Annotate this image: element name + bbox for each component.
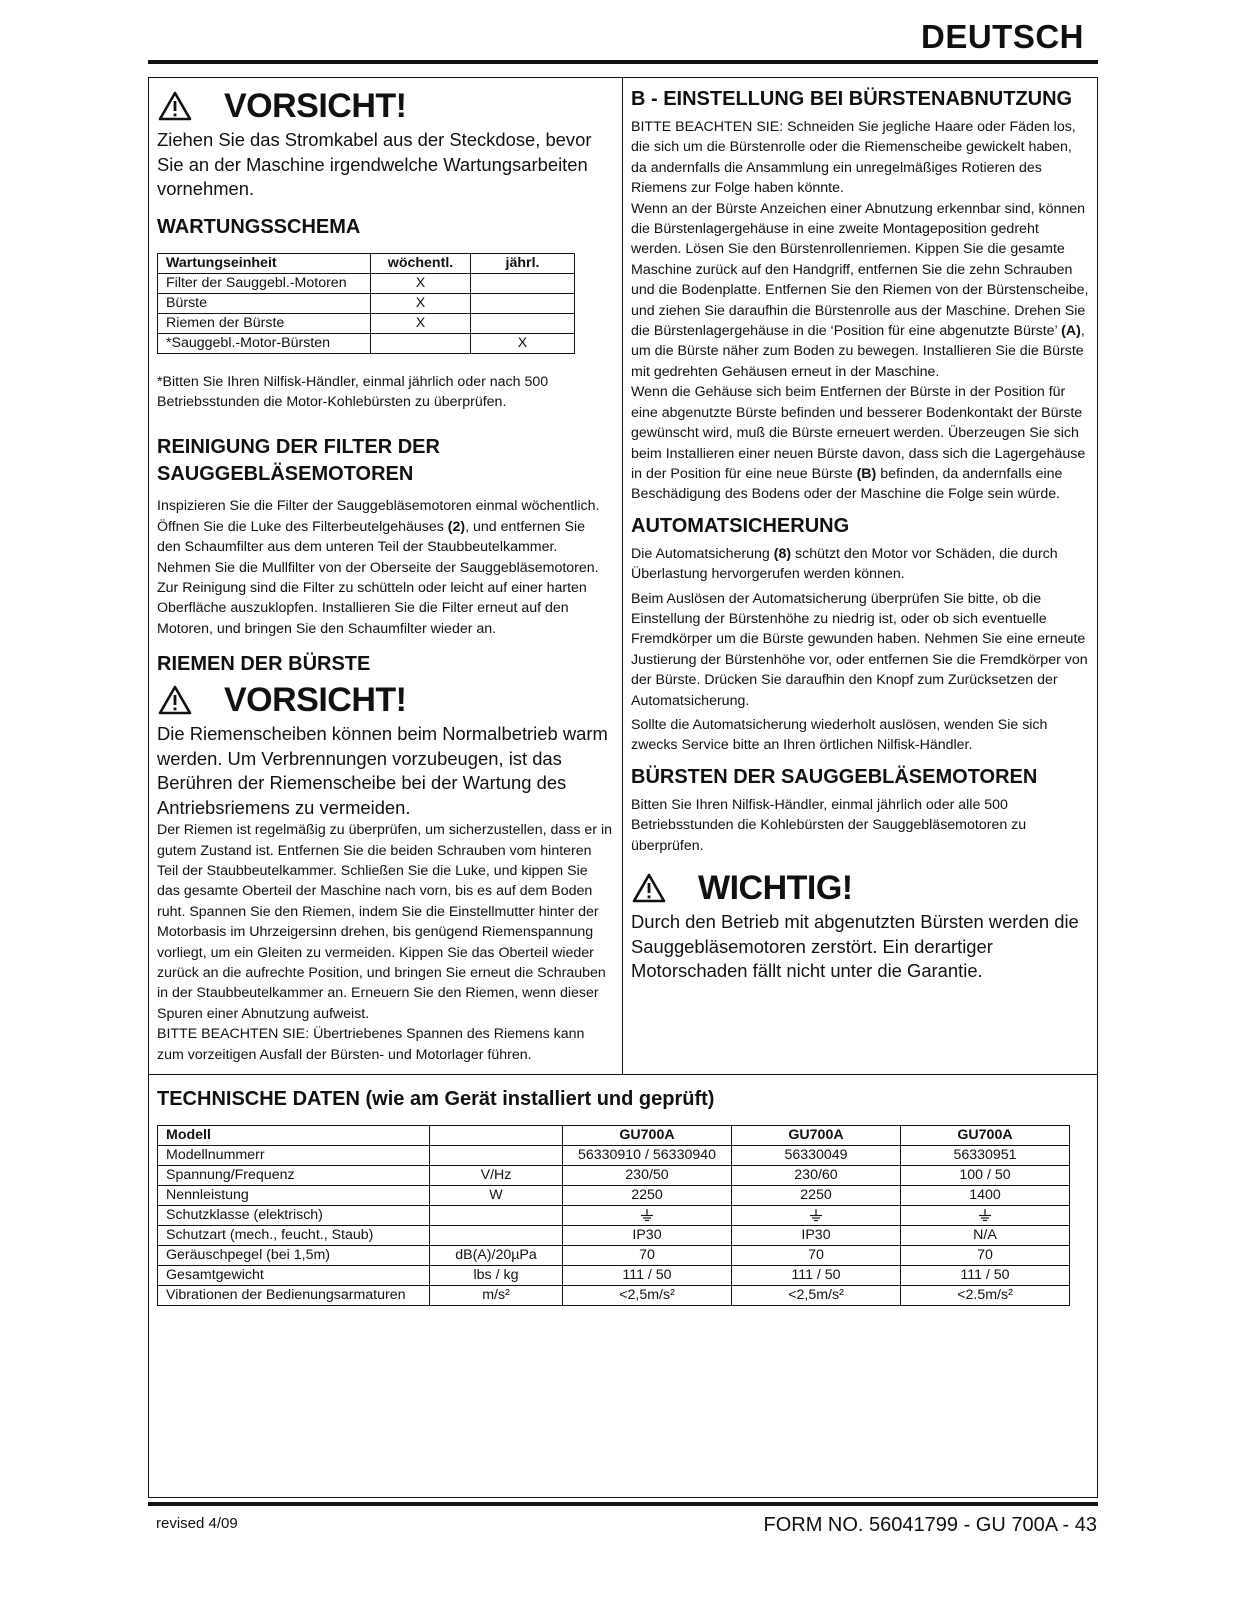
table-cell: X xyxy=(371,293,471,313)
table-cell: N/A xyxy=(901,1226,1070,1246)
left-column xyxy=(157,86,612,1069)
table-cell: IP30 xyxy=(732,1226,901,1246)
table-header: jährl. xyxy=(471,253,575,273)
table-cell: 111 / 50 xyxy=(732,1266,901,1286)
table-header xyxy=(430,1126,563,1146)
table-row xyxy=(158,333,575,353)
table-cell: dB(A)/20µPa xyxy=(430,1246,563,1266)
table-cell: IP30 xyxy=(563,1226,732,1246)
breaker-text3: Sollte die Automatsicherung wiederholt auslösen, wenden Sie sich zwecks Service bitte an Ihren örtlichen Nilfisk-Händler. xyxy=(631,716,1048,754)
table-row xyxy=(158,1146,1070,1166)
table-cell xyxy=(732,1206,901,1226)
breaker-text1: Die Automatsicherung (8) schützt den Motor vor Schäden, die durch Überlastung hervorgerufen werden können. xyxy=(631,545,1058,583)
tech-table xyxy=(157,1125,1070,1306)
table-cell: V/Hz xyxy=(430,1166,563,1186)
table-cell: lbs / kg xyxy=(430,1266,563,1286)
table-cell: 1400 xyxy=(901,1186,1070,1206)
table-row xyxy=(158,1246,1070,1266)
table-cell: X xyxy=(471,333,575,353)
table-cell: Vibrationen der Bedienungsarmaturen xyxy=(158,1286,430,1306)
important-text: Durch den Betrieb mit abgenutzten Bürsten werden die Sauggebläsemotoren zerstört. Ein derartiger Motorschaden fällt nicht unter die Garantie. xyxy=(631,911,1079,981)
schedule-heading: WARTUNGSSCHEMA xyxy=(157,215,361,238)
table-row xyxy=(158,313,575,333)
table-cell: X xyxy=(371,313,471,333)
table-header: wöchentl. xyxy=(371,253,471,273)
table-row xyxy=(158,1166,1070,1186)
table-cell: Schutzklasse (elektrisch) xyxy=(158,1206,430,1226)
table-cell xyxy=(430,1226,563,1246)
table-cell: 2250 xyxy=(563,1186,732,1206)
table-cell xyxy=(471,273,575,293)
table-cell: Spannung/Frequenz xyxy=(158,1166,430,1186)
table-cell: m/s² xyxy=(430,1286,563,1306)
language-label: DEUTSCH xyxy=(920,18,1084,55)
table-cell: 70 xyxy=(901,1246,1070,1266)
brush-text1: Wenn an der Bürste Anzeichen einer Abnutzung erkennbar sind, können die Bürstenlagergehäuse in eine zweite Montageposition gedreht werden. Lösen Sie den Bürstenrollenriemen. Kippen Sie die gesamte Maschine zurück auf den Handgriff, entfernen Sie die zehn Schrauben und die Bodenplatte. Entfernen Sie den Riemen von der Bürstenscheibe, und ziehen Sie daraufhin die Bürstenrolle aus der Maschine. Drehen Sie die Bürstenlagergehäuse in die ‘Position für eine abgenutzte Bürste’ (A), um die Bürste näher zum Boden zu bewegen. Installieren Sie die Bürste mit gedrehten Gehäusen erneut in der Maschine. xyxy=(631,200,1089,380)
table-cell: 56330951 xyxy=(901,1146,1070,1166)
table-cell: 56330910 / 56330940 xyxy=(563,1146,732,1166)
filter-heading-line2: SAUGGEBLÄSEMOTOREN xyxy=(157,463,414,486)
table-header: Wartungseinheit xyxy=(158,253,371,273)
table-cell: Modellnummerr xyxy=(158,1146,430,1166)
ground-icon xyxy=(978,1208,992,1222)
table-cell: Gesamtgewicht xyxy=(158,1266,430,1286)
filter-heading-line1: REINIGUNG DER FILTER DER xyxy=(157,436,440,459)
breaker-heading: AUTOMATSICHERUNG xyxy=(631,514,850,537)
belt-warning-block xyxy=(157,680,612,720)
maintenance-table xyxy=(157,253,575,354)
tech-heading: TECHNISCHE DATEN (wie am Gerät installiert und geprüft) xyxy=(157,1088,715,1110)
table-row xyxy=(158,1266,1070,1286)
warning-title: VORSICHT! xyxy=(224,86,407,125)
table-row xyxy=(158,1286,1070,1306)
belt-heading: RIEMEN DER BÜRSTE xyxy=(157,653,371,676)
table-row xyxy=(158,273,575,293)
motor-brushes-heading: BÜRSTEN DER SAUGGEBLÄSEMOTOREN xyxy=(631,765,1038,788)
warning-icon xyxy=(158,91,192,121)
right-column xyxy=(631,86,1089,984)
important-title: WICHTIG! xyxy=(698,868,853,907)
table-cell: 230/50 xyxy=(563,1166,732,1186)
warning-text: Ziehen Sie das Stromkabel aus der Steckdose, bevor Sie an der Maschine irgendwelche Wartungsarbeiten vornehmen. xyxy=(157,129,592,199)
ground-icon xyxy=(809,1208,823,1222)
table-cell: Filter der Sauggebl.-Motoren xyxy=(158,273,371,293)
warning-block xyxy=(157,86,612,126)
table-header: GU700A xyxy=(563,1126,732,1146)
table-cell: 70 xyxy=(563,1246,732,1266)
table-cell: 56330049 xyxy=(732,1146,901,1166)
table-cell: Riemen der Bürste xyxy=(158,313,371,333)
table-cell: 111 / 50 xyxy=(563,1266,732,1286)
footer-rule xyxy=(148,1502,1098,1506)
table-cell: <2,5m/s² xyxy=(563,1286,732,1306)
belt-note: BITTE BEACHTEN SIE: Übertriebenes Spannen des Riemens kann zum vorzeitigen Ausfall der Bürsten- und Motorlager führen. xyxy=(157,1026,585,1063)
belt-text: Der Riemen ist regelmäßig zu überprüfen, um sicherzustellen, dass er in gutem Zustand ist. Entfernen Sie die beiden Schrauben vom hinteren Teil der Staubbeutelkammer. Schließen Sie die Luke, und kippen Sie das gesamte Oberteil der Maschine nach vorn, bis es auf dem Boden ruht. Spannen Sie den Riemen, indem Sie die Einstellmutter hinter der Motorbasis im Uhrzeigersinn drehen, bis genügend Riemenspannung vorliegt, um ein Gleiten zu vermeiden. Kippen Sie das Oberteil wieder zurück an die aufrechte Position, und bringen Sie erneut die Schrauben in der Staubbeutelkammer an. Erneuern Sie den Riemen, wenn dieser Spuren einer Abnutzung aufweist. xyxy=(157,822,612,1022)
table-cell: *Sauggebl.-Motor-Bürsten xyxy=(158,333,371,353)
column-divider xyxy=(622,78,623,1074)
table-cell: Nennleistung xyxy=(158,1186,430,1206)
table-cell xyxy=(563,1206,732,1226)
warning-icon xyxy=(158,685,192,715)
brush-heading: B - EINSTELLUNG BEI BÜRSTENABNUTZUNG xyxy=(631,88,1073,110)
table-header: GU700A xyxy=(732,1126,901,1146)
section-divider xyxy=(149,1074,1097,1075)
table-cell: 70 xyxy=(732,1246,901,1266)
brush-note: BITTE BEACHTEN SIE: Schneiden Sie jegliche Haare oder Fäden los, die sich um die Bürstenrolle oder die Riemenscheibe gewickelt haben, da andernfalls die Ansammlung ein unregelmäßiges Rotieren des Riemens zur Folge haben könnte. xyxy=(631,119,1076,197)
table-cell xyxy=(901,1206,1070,1226)
table-cell xyxy=(371,333,471,353)
table-cell: Schutzart (mech., feucht., Staub) xyxy=(158,1226,430,1246)
table-cell xyxy=(430,1206,563,1226)
table-cell: 230/60 xyxy=(732,1166,901,1186)
filter-text: Inspizieren Sie die Filter der Sauggebläsemotoren einmal wöchentlich. Öffnen Sie die Luke des Filterbeutelgehäuses (2), und entfernen Sie den Schaumfilter aus dem unteren Teil der Staubbeutelkammer. Nehmen Sie die Mullfilter von der Oberseite der Sauggebläsemotoren. Zur Reinigung sind die Filter zu schütteln oder leicht auf einer harten Oberfläche auszuklopfen. Installieren Sie die Filter erneut auf den Motoren, und bringen Sie den Schaumfilter wieder an. xyxy=(157,498,600,637)
table-cell xyxy=(471,313,575,333)
ground-icon xyxy=(640,1208,654,1222)
schedule-note: *Bitten Sie Ihren Nilfisk-Händler, einmal jährlich oder nach 500 Betriebsstunden die Motor-Kohlebürsten zu überprüfen. xyxy=(157,373,549,410)
table-row xyxy=(158,1206,1070,1226)
table-cell: Bürste xyxy=(158,293,371,313)
table-header: Modell xyxy=(158,1126,430,1146)
table-cell xyxy=(430,1146,563,1166)
form-number: FORM NO. 56041799 - GU 700A - 43 xyxy=(763,1514,1097,1536)
table-header: GU700A xyxy=(901,1126,1070,1146)
content-frame xyxy=(148,77,1098,1498)
important-block xyxy=(631,868,1089,908)
top-rule xyxy=(148,60,1098,64)
breaker-text2: Beim Auslösen der Automatsicherung überprüfen Sie bitte, ob die Einstellung der Bürstenhöhe zu niedrig ist, oder ob sich eventuelle Fremdkörper um die Bürste gewunden haben. Nehmen Sie eine erneute Justierung der Bürstenhöhe vor, oder entfernen Sie die Fremdkörper von der Bürste. Drücken Sie daraufhin den Knopf zum Zurücksetzen der Automatsicherung. xyxy=(631,590,1088,709)
belt-warning-text: Die Riemenscheiben können beim Normalbetrieb warm werden. Um Verbrennungen vorzubeugen, ist das Berühren der Riemenscheibe bei der Wartung des Antriebsriemens zu vermeiden. xyxy=(157,723,608,818)
warning-title: VORSICHT! xyxy=(224,680,407,719)
table-row xyxy=(158,1186,1070,1206)
table-row xyxy=(158,293,575,313)
table-cell: 111 / 50 xyxy=(901,1266,1070,1286)
table-row xyxy=(158,1226,1070,1246)
table-header-row xyxy=(158,1126,1070,1146)
table-cell: X xyxy=(371,273,471,293)
tech-section xyxy=(157,1086,1087,1306)
table-cell: <2,5m/s² xyxy=(732,1286,901,1306)
table-cell: 2250 xyxy=(732,1186,901,1206)
brush-text2: Wenn die Gehäuse sich beim Entfernen der Bürste in der Position für eine abgenutzte Bürste befinden und besserer Bodenkontakt der Bürste gewünscht wird, muß die Bürste erneuert werden. Überzeugen Sie sich beim Installieren einer neuen Bürste davon, dass sich die Lagergehäuse in der Position für eine neue Bürste (B) befinden, da andernfalls eine Beschädigung des Bodens oder der Maschine die Folge sein würde. xyxy=(631,384,1086,503)
motor-brushes-text: Bitten Sie Ihren Nilfisk-Händler, einmal jährlich oder alle 500 Betriebsstunden die Kohlebürsten der Sauggebläsemotoren zu überprüfen. xyxy=(631,796,1027,854)
table-cell xyxy=(471,293,575,313)
table-cell: <2.5m/s² xyxy=(901,1286,1070,1306)
warning-icon xyxy=(632,873,666,903)
table-header-row xyxy=(158,253,575,273)
revision-label: revised 4/09 xyxy=(156,1515,238,1532)
table-cell: Geräuschpegel (bei 1,5m) xyxy=(158,1246,430,1266)
table-cell: 100 / 50 xyxy=(901,1166,1070,1186)
table-cell: W xyxy=(430,1186,563,1206)
